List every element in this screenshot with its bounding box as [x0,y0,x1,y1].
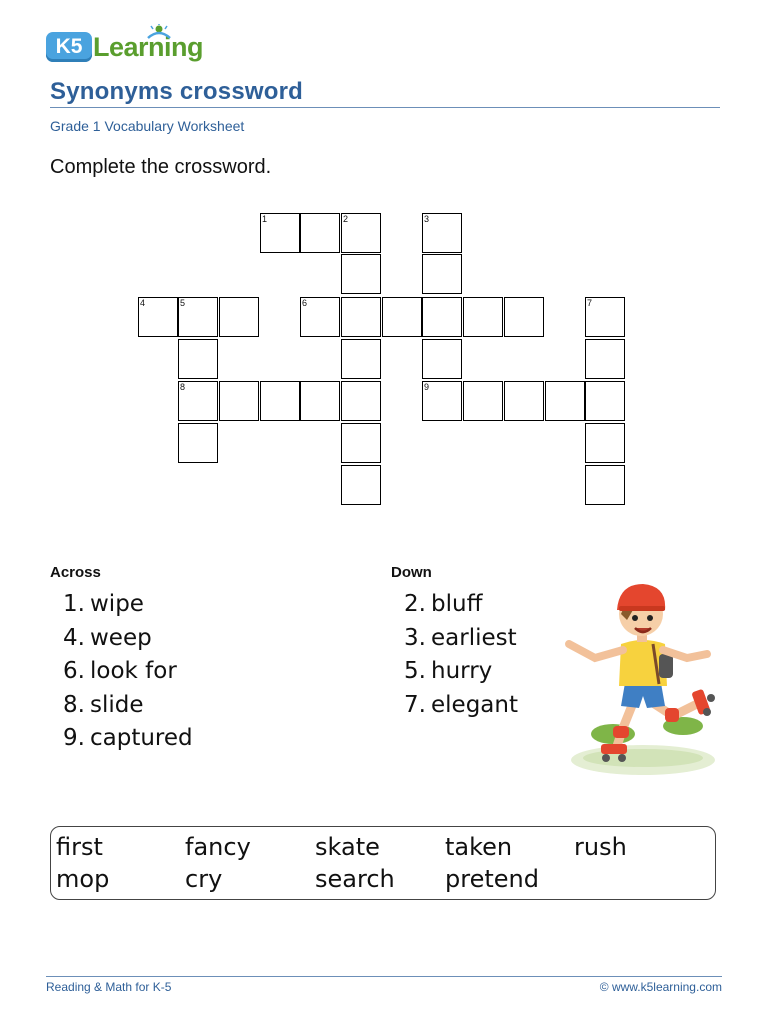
crossword-cell[interactable] [178,339,218,379]
logo-badge: K5 [46,32,92,62]
crossword-cell[interactable] [341,423,381,463]
instructions-text: Complete the crossword. [50,156,272,178]
crossword-cell[interactable] [422,339,462,379]
crossword-cell[interactable] [341,254,381,294]
crossword-cell[interactable] [341,465,381,505]
clue-num: 8. [63,691,85,718]
clue-text: hurry [431,658,493,684]
crossword-cell[interactable] [219,297,259,337]
list-item [59,722,193,756]
clue-number: 8 [180,382,186,392]
clue-text: earliest [431,624,517,651]
clue-num: 5. [404,658,426,684]
clue-number: 9 [424,382,430,392]
word-bank [50,826,716,900]
clue-num: 6. [63,658,85,684]
clue-text: bluff [431,591,483,617]
clue-text: captured [90,725,193,751]
word-bank-word: pretend [445,865,539,893]
footer-tagline: Reading & Math for K-5 [46,980,172,994]
crossword-cell[interactable] [300,381,340,421]
clue-num: 4. [63,624,85,651]
title-divider [50,107,720,108]
clue-num: 9. [63,725,85,751]
list-item [400,622,518,656]
down-clue-list [400,588,518,722]
crossword-cell[interactable] [300,213,340,253]
boy-roller-skating-illustration [555,578,725,778]
word-bank-word: taken [445,833,513,861]
logo-figure-icon [144,24,174,46]
clue-text: elegant [431,691,518,718]
crossword-cell[interactable] [585,423,625,463]
clue-text: look for [90,658,177,684]
crossword-cell[interactable] [422,297,462,337]
footer-divider [46,976,722,977]
word-bank-word: rush [574,833,627,861]
clue-num: 1. [63,591,85,617]
crossword-cell[interactable] [300,297,340,337]
crossword-cell[interactable] [341,297,381,337]
list-item [400,655,518,689]
clue-number: 3 [424,214,430,224]
word-bank-word: cry [185,865,223,893]
k5-learning-logo [46,24,206,68]
clue-text: slide [90,691,144,718]
list-item [59,689,193,723]
crossword-cell[interactable] [341,339,381,379]
clue-text: weep [90,624,152,651]
clue-number: 4 [140,298,146,308]
crossword-cell[interactable] [341,381,381,421]
crossword-cell[interactable] [422,381,462,421]
crossword-cell[interactable] [260,381,300,421]
clue-number: 6 [302,298,308,308]
crossword-cell[interactable] [422,213,462,253]
crossword-cell[interactable] [504,297,544,337]
page-title: Synonyms crossword [50,78,304,105]
crossword-cell[interactable] [585,381,625,421]
across-heading: Across [50,564,101,581]
list-item [59,655,193,689]
down-heading: Down [391,564,432,581]
crossword-cell[interactable] [138,297,178,337]
crossword-cell[interactable] [585,465,625,505]
clue-text: wipe [90,591,144,617]
list-item [59,622,193,656]
crossword-cell[interactable] [463,297,503,337]
crossword-cell[interactable] [585,339,625,379]
crossword-cell[interactable] [422,254,462,294]
crossword-cell[interactable] [178,297,218,337]
crossword-cell[interactable] [341,213,381,253]
crossword-cell[interactable] [260,213,300,253]
page-subtitle: Grade 1 Vocabulary Worksheet [50,118,245,134]
across-clue-list [59,588,193,756]
clue-number: 1 [262,214,268,224]
clue-num: 3. [404,624,426,651]
footer-website-link[interactable]: © www.k5learning.com [599,980,722,994]
crossword-cell[interactable] [219,381,259,421]
crossword-cell[interactable] [382,297,422,337]
crossword-cell[interactable] [585,297,625,337]
clue-number: 7 [587,298,593,308]
word-bank-word: first [56,833,103,861]
word-bank-word: search [315,865,395,893]
word-bank-word: skate [315,833,380,861]
clue-number: 2 [343,214,349,224]
crossword-cell[interactable] [545,381,585,421]
word-bank-word: fancy [185,833,251,861]
clue-num: 7. [404,691,426,718]
clue-number: 5 [180,298,186,308]
word-bank-word: mop [56,865,110,893]
crossword-cell[interactable] [463,381,503,421]
crossword-cell[interactable] [178,423,218,463]
list-item [59,588,193,622]
logo-wordmark: Learning [93,32,204,62]
clue-num: 2. [404,591,426,617]
crossword-cell[interactable] [178,381,218,421]
crossword-cell[interactable] [504,381,544,421]
list-item [400,689,518,723]
list-item [400,588,518,622]
